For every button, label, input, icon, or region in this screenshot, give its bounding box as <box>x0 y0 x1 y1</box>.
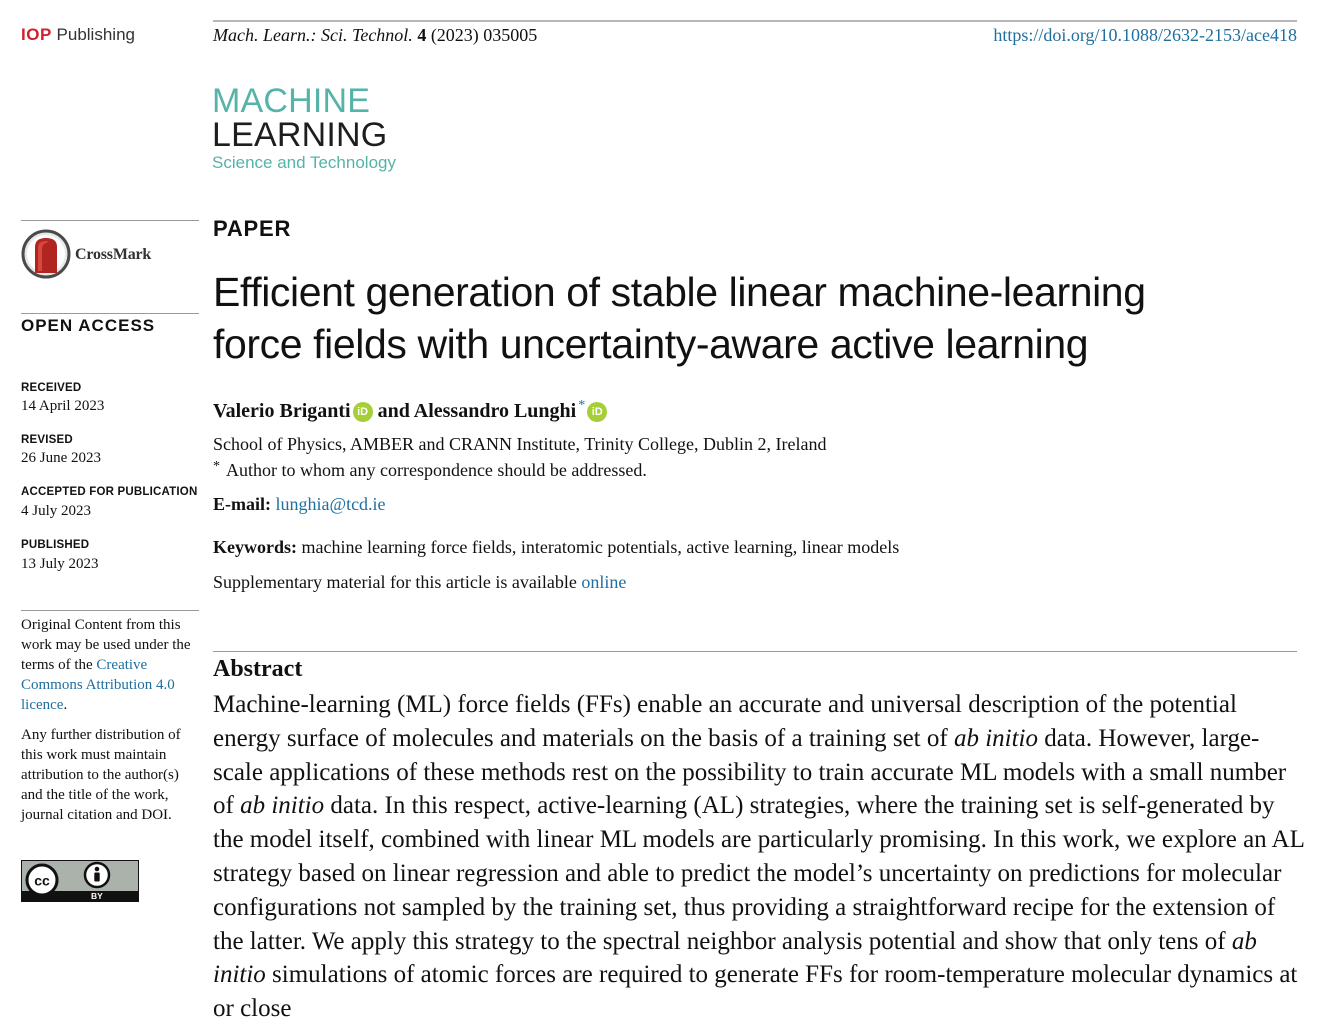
keywords-line <box>213 537 899 558</box>
journal-citation <box>213 25 537 46</box>
sidebar-rule-top <box>21 220 199 221</box>
license-text-after: . <box>63 697 68 713</box>
abstract-text: data. However, large-scale applications of these methods rest on the possibility to train accurate ML models with a small number of <box>213 724 1287 820</box>
email-line <box>213 494 386 515</box>
author-list <box>213 398 607 423</box>
journal-year-article: (2023) 035005 <box>430 25 538 45</box>
distribution-text: Any further distribution of this work must maintain attribution to the author(s) and the title of the work, journal citation and DOI. <box>21 727 181 823</box>
doi-link[interactable]: https://doi.org/10.1088/2632-2153/ace418 <box>993 25 1297 45</box>
article-type: PAPER <box>213 216 292 241</box>
journal-logo-line1: MACHINE <box>212 82 371 120</box>
correspondence-note <box>213 459 647 481</box>
correspondence-text: Author to whom any correspondence should be addressed. <box>226 460 647 480</box>
cc-by-text: BY <box>91 891 103 901</box>
abstract-text: Machine-learning (ML) force fields (FFs) enable an accurate and universal description of the potential energy surface of molecules and materials on the basis of a training set of <box>213 691 1237 752</box>
abstract-body <box>213 688 1308 1026</box>
received-label: RECEIVED <box>21 382 82 394</box>
journal-logo-line3: Science and Technology <box>212 153 396 172</box>
cc-by-badge[interactable] <box>21 860 139 902</box>
affiliation: School of Physics, AMBER and CRANN Institute, Trinity College, Dublin 2, Ireland <box>213 434 827 454</box>
corresponding-author-marker[interactable]: * <box>578 398 586 413</box>
header-rule <box>213 20 1297 22</box>
cc-by-icon <box>21 860 139 902</box>
orcid-icon[interactable]: iD <box>587 402 607 422</box>
published-date: 13 July 2023 <box>21 556 99 572</box>
crossmark-label: CrossMark <box>75 246 152 263</box>
accepted-date: 4 July 2023 <box>21 503 92 519</box>
abstract-text: data. In this respect, active-learning (AL) strategies, where the training set is self-generated by the model itself, combined with linear ML models are particularly promising. In this work, we explore an AL strategy based on linear regression and able to predict the model’s uncertainty on predictions for molecular configurations not sampled by the training set, thus providing a straightforward recipe for the extension of the latter. We apply this strategy to the spectral neighbor analysis potential and show that only tens of <box>213 792 1304 955</box>
abstract-rule <box>213 651 1297 652</box>
author-lunghi[interactable]: Alessandro Lunghi <box>413 400 577 422</box>
crossmark-icon <box>21 229 71 279</box>
journal-logo-line2: LEARNING <box>212 116 388 154</box>
sidebar-rule-oa <box>21 313 199 314</box>
received-date: 14 April 2023 <box>21 398 105 414</box>
revised-label: REVISED <box>21 434 73 446</box>
supplementary-online-link[interactable]: online <box>581 572 627 592</box>
correspondence-marker: * <box>213 459 220 474</box>
revised-date: 26 June 2023 <box>21 450 101 466</box>
supplementary-line <box>213 572 626 593</box>
article-title: Efficient generation of stable linear machine-learning force fields with uncertainty-aware active learning <box>213 269 1146 367</box>
abstract-italic: ab initio <box>953 724 1039 752</box>
svg-text:cc: cc <box>34 872 50 889</box>
crossmark-button[interactable] <box>21 229 199 281</box>
abstract-italic: ab initio <box>240 792 325 820</box>
accepted-label: ACCEPTED FOR PUBLICATION <box>21 486 198 498</box>
creative-commons-link[interactable]: Creative Commons Attribution 4.0 licence <box>21 657 175 713</box>
orcid-icon[interactable]: iD <box>353 402 373 422</box>
abstract-text: simulations of atomic forces are required to generate FFs for room-temperature molecular dynamics at or close <box>213 961 1298 1023</box>
supplementary-text: Supplementary material for this article is available <box>213 572 582 592</box>
published-label: PUBLISHED <box>21 539 90 551</box>
journal-abbrev: Mach. Learn.: Sci. Technol. <box>213 25 413 45</box>
abstract-italic: ab initio <box>213 927 1257 989</box>
sidebar-rule-license <box>21 610 199 611</box>
email-label: E-mail: <box>213 494 271 514</box>
journal-logo[interactable] <box>212 84 396 174</box>
abstract-heading: Abstract <box>213 656 303 682</box>
license-text-before: Original Content from this work may be used under the terms of the <box>21 617 191 673</box>
email-link[interactable]: lunghia@tcd.ie <box>275 494 386 514</box>
iop-logo-text: IOP <box>21 25 52 44</box>
open-access-label: OPEN ACCESS <box>21 316 156 335</box>
keywords-list: machine learning force fields, interatomic potentials, active learning, linear models <box>301 537 900 557</box>
journal-volume: 4 <box>417 25 427 45</box>
iop-publishing-logo[interactable] <box>21 25 135 45</box>
license-text <box>21 615 199 715</box>
author-conjunction: and <box>372 400 414 422</box>
publishing-logo-text: Publishing <box>56 25 135 44</box>
keywords-label: Keywords: <box>213 537 297 557</box>
author-briganti[interactable]: Valerio Briganti <box>213 400 351 422</box>
